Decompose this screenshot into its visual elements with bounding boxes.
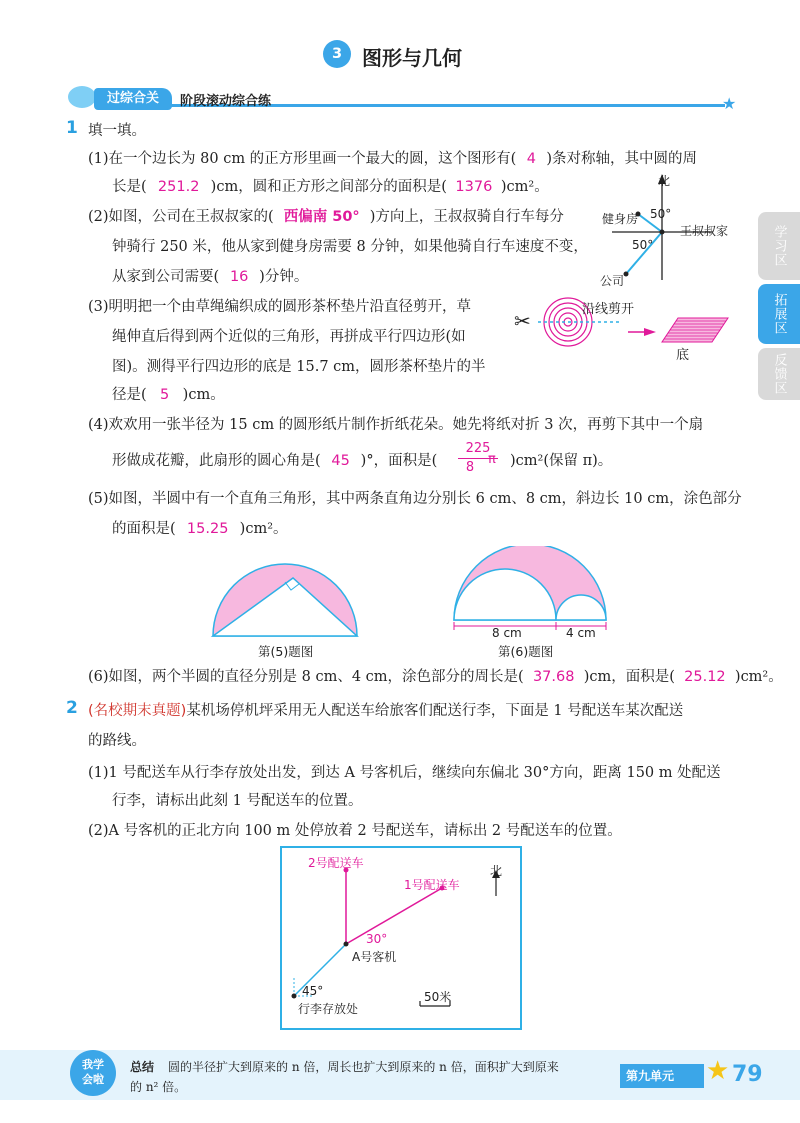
semicircle-triangle-figure	[205, 560, 365, 640]
car2-label: 2号配送车	[308, 856, 364, 870]
car1-label: 1号配送车	[404, 878, 460, 892]
q1-part3-line3: 图)。测得平行四边形的底是 15.7 cm，圆形茶杯垫片的半	[112, 359, 486, 375]
fig6-caption: 第(6)题图	[498, 644, 554, 659]
home-point	[660, 230, 665, 235]
fraction-numerator: 225	[458, 440, 498, 459]
unit-label: 第九单元	[626, 1069, 675, 1083]
exam-tag: (名校期末真题)	[88, 703, 187, 719]
text: 形做成花瓣，此扇形的圆心角是(	[112, 453, 321, 469]
text: 长是(	[112, 179, 147, 195]
cut-label: 沿线剪开	[582, 302, 635, 317]
text: )cm。	[182, 387, 225, 403]
q2-part1-line2: 行李，请标出此刻 1 号配送车的位置。	[112, 793, 363, 809]
section-number-badge	[323, 40, 351, 68]
summary-text-2: 的 n² 倍。	[130, 1080, 187, 1094]
text: )方向上，王叔叔骑自行车每分	[369, 209, 564, 225]
question-number: 2	[66, 698, 78, 718]
text: 径是(	[112, 387, 147, 403]
q2-line2: 的路线。	[88, 733, 146, 749]
text: (1)在一个边长为 80 cm 的正方形里画一个最大的圆，这个图形有(	[88, 151, 517, 167]
unit-badge	[620, 1064, 704, 1088]
section-number: 3	[331, 46, 343, 62]
q1-part5-line2	[112, 518, 288, 540]
fig5-caption: 第(5)题图	[258, 644, 314, 659]
answer: 4	[526, 151, 536, 167]
q2-part1-line1: (1)1 号配送车从行李存放处出发，到达 A 号客机后，继续向东偏北 30°方向，距离 150 m 处配送	[88, 765, 721, 781]
text: )°，面积是(	[360, 453, 438, 469]
dimension-4cm: 4 cm	[566, 626, 596, 640]
answer: 16	[229, 269, 249, 285]
scissors-icon: ✂	[514, 309, 531, 333]
plane-label: A号客机	[352, 950, 397, 964]
text: )cm²。	[500, 179, 549, 195]
banner-badge-text: 过综合关	[106, 91, 159, 106]
text: (2)如图，公司在王叔叔家的(	[88, 209, 274, 225]
footer-badge-line2: 会啦	[82, 1073, 104, 1086]
q1-part2-line2: 钟骑行 250 米，他从家到健身房需要 8 分钟，如果他骑自行车速度不变，	[112, 239, 588, 255]
angle30-label: 30°	[366, 932, 388, 946]
map-north-label: 北	[490, 864, 503, 878]
q1-part5-line1: (5)如图，半圆中有一个直角三角形，其中两条直角边分别长 6 cm、8 cm，斜边长 10 cm，涂色部分	[88, 491, 742, 507]
text: )cm，圆和正方形之间部分的面积是(	[210, 179, 447, 195]
question-number: 1	[66, 118, 78, 138]
angle45-label: 45°	[302, 984, 324, 998]
answer: 25.12	[684, 669, 726, 685]
text: 从家到公司需要(	[112, 269, 220, 285]
plane-point	[344, 942, 349, 947]
q1-part4-tail: )cm²(保留 π)。	[510, 453, 613, 469]
q1-part3-line2: 绳伸直后得到两个近似的三角形，再拼成平行四边形(如	[112, 329, 466, 345]
text: )分钟。	[259, 269, 309, 285]
text: 的面积是(	[112, 521, 176, 537]
banner-badge	[94, 88, 172, 110]
q1-part2-line1	[88, 206, 564, 228]
answer: 1376	[455, 179, 493, 195]
page-title: 图形与几何	[362, 46, 462, 70]
base-label: 底	[676, 348, 690, 363]
q1-part1-line2	[112, 176, 549, 198]
q1-part3-line4	[112, 384, 225, 406]
answer: 5	[160, 387, 170, 403]
answer: 15.25	[186, 521, 229, 537]
fraction-denominator: 8	[465, 460, 475, 475]
q1-part1-line1	[88, 148, 697, 170]
tab-learning[interactable]	[758, 212, 800, 280]
storage-point	[292, 994, 297, 999]
q1-part4-line2	[112, 450, 437, 472]
compass-north-label: 北	[658, 174, 671, 188]
mascot-star-icon: ★	[706, 1056, 730, 1086]
answer: 西偏南 50°	[283, 209, 360, 225]
parallelogram	[662, 318, 728, 342]
page-number: 79	[732, 1062, 763, 1087]
tab-feedback-label: 反馈区	[771, 353, 787, 395]
tab-learning-label: 学习区	[771, 225, 787, 267]
text: )cm²。	[734, 669, 783, 685]
q1-part2-line3	[112, 266, 308, 288]
summary-text: 圆的半径扩大到原来的 n 倍，周长也扩大到原来的 n 倍，面积扩大到原来	[168, 1060, 559, 1074]
tab-extension[interactable]	[758, 284, 800, 344]
text: (6)如图，两个半圆的直径分别是 8 cm、4 cm，涂色部分的周长是(	[88, 669, 524, 685]
angle-label: 50°	[632, 238, 654, 252]
q2-line1	[88, 700, 683, 722]
answer: 37.68	[532, 669, 575, 685]
mascot-icon	[68, 86, 96, 108]
company-label: 公司	[600, 274, 625, 288]
q2-part2-line: (2)A 号客机的正北方向 100 m 处停放着 2 号配送车，请标出 2 号配送车的位置。	[88, 823, 622, 839]
star-icon: ★	[722, 94, 737, 113]
gym-label: 健身房	[602, 212, 639, 226]
answer: 251.2	[157, 179, 200, 195]
footer-badge-line1: 我学	[82, 1058, 104, 1071]
q1-part6-line	[88, 666, 783, 688]
text: 某机场停机坪采用无人配送车给旅客们配送行李，下面是 1 号配送车某次配送	[186, 703, 684, 719]
tab-feedback[interactable]	[758, 348, 800, 400]
company-point	[624, 272, 629, 277]
question-heading: 填一填。	[88, 123, 146, 139]
dimension-8cm: 8 cm	[492, 626, 522, 640]
home-label: 王叔叔家	[680, 224, 729, 238]
pi-symbol: π	[488, 452, 496, 467]
text: )cm²。	[239, 521, 288, 537]
scale-label: 50米	[424, 990, 452, 1004]
banner-subtitle: 阶段滚动综合练	[180, 94, 272, 109]
angle-label: 50°	[650, 207, 672, 221]
text: )cm，面积是(	[583, 669, 675, 685]
q1-part3-line1: (3)明明把一个由草绳编织成的圆形茶杯垫片沿直径剪开，草	[88, 299, 472, 315]
text: )条对称轴，其中圆的周	[546, 151, 697, 167]
summary-label: 总结	[130, 1060, 155, 1074]
answer: 45	[331, 453, 350, 469]
storage-label: 行李存放处	[298, 1002, 359, 1016]
q1-part4-line1: (4)欢欢用一张半径为 15 cm 的圆形纸片制作折纸花朵。她先将纸对折 3 次，再剪下其中一个扇	[88, 417, 704, 433]
footer-badge	[70, 1050, 116, 1096]
tab-extension-label: 拓展区	[771, 293, 787, 335]
